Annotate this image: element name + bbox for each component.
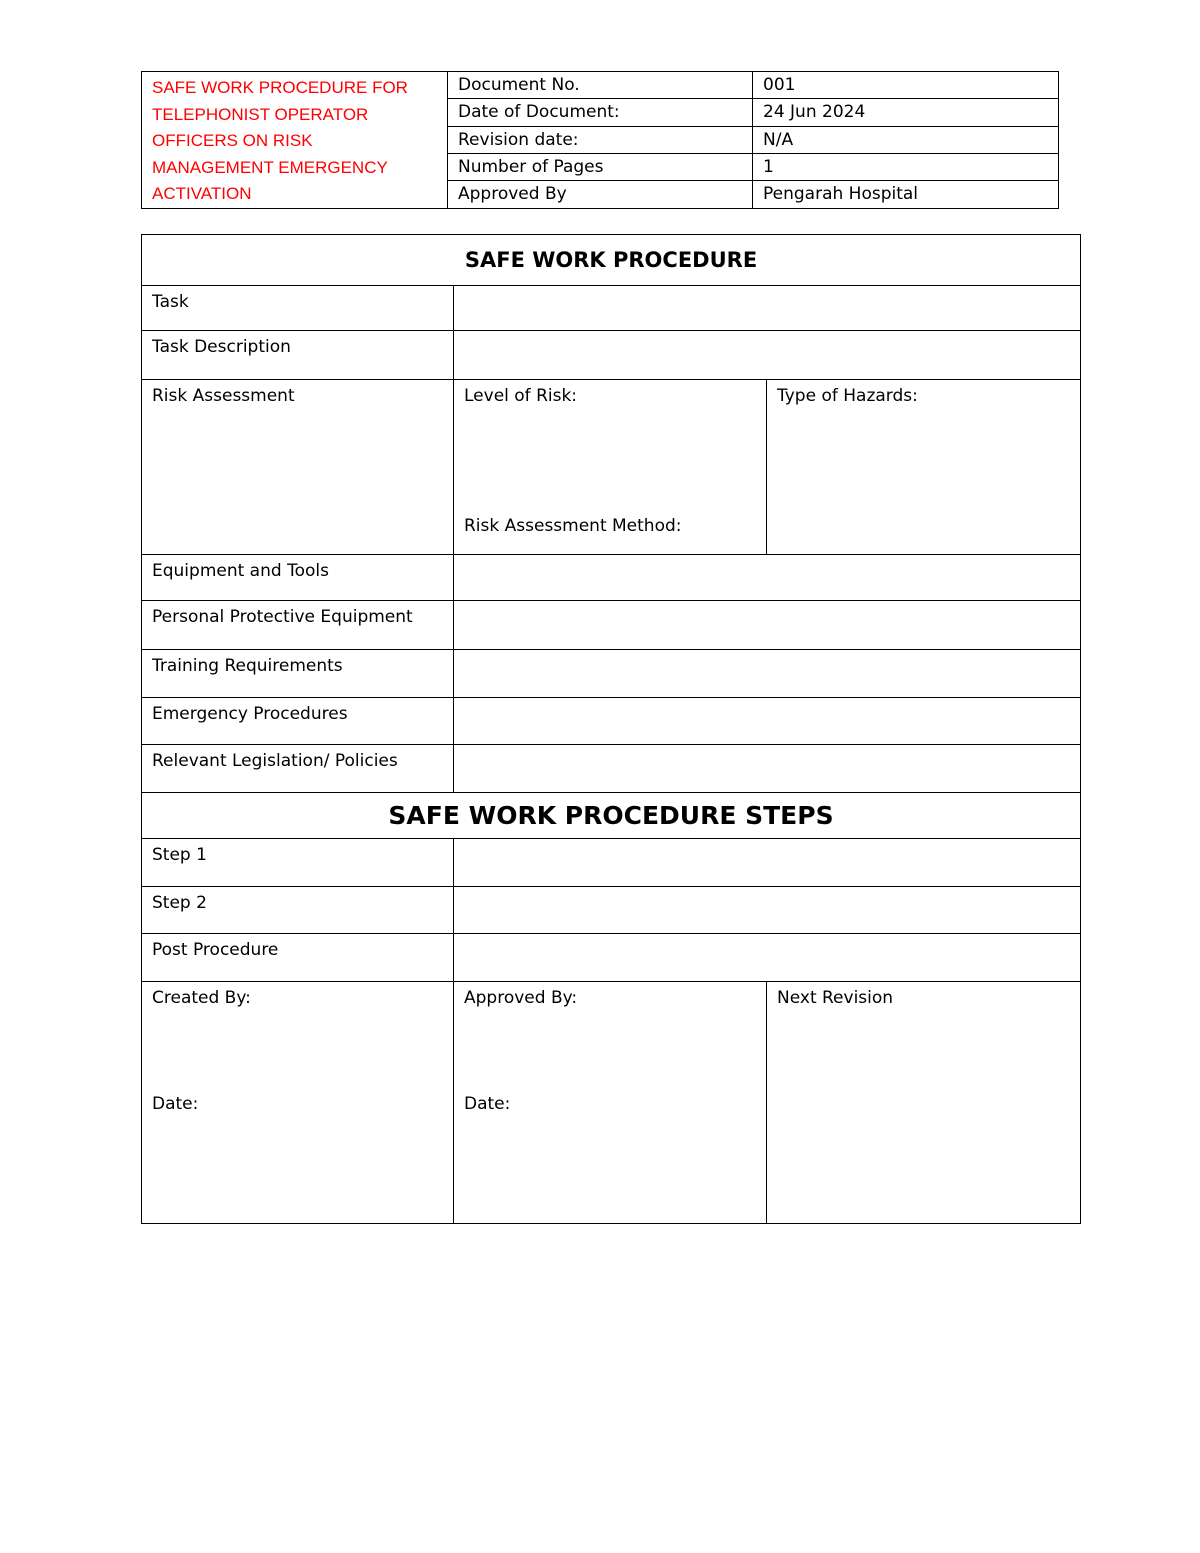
created-by-label: Created By: bbox=[152, 988, 251, 1008]
ppe-row bbox=[142, 601, 1081, 650]
number-of-pages-value: 1 bbox=[753, 153, 1059, 180]
step-1-field[interactable] bbox=[454, 839, 1081, 887]
date-of-document-label: Date of Document: bbox=[448, 99, 753, 126]
date-of-document-value: 24 Jun 2024 bbox=[753, 99, 1059, 126]
approved-by-cell[interactable] bbox=[454, 982, 767, 1224]
emergency-row bbox=[142, 698, 1081, 745]
ppe-label: Personal Protective Equipment bbox=[142, 601, 454, 650]
task-description-field[interactable] bbox=[454, 331, 1081, 380]
approved-by-label: Approved By bbox=[448, 181, 753, 208]
ppe-field[interactable] bbox=[454, 601, 1081, 650]
level-of-risk-label: Level of Risk: bbox=[464, 386, 578, 406]
document-no-value: 001 bbox=[753, 72, 1059, 99]
post-procedure-row bbox=[142, 934, 1081, 982]
emergency-label: Emergency Procedures bbox=[142, 698, 454, 745]
step-2-row bbox=[142, 887, 1081, 934]
steps-heading-row bbox=[142, 793, 1081, 839]
task-description-row bbox=[142, 331, 1081, 380]
equipment-label: Equipment and Tools bbox=[142, 555, 454, 601]
type-of-hazards-label: Type of Hazards: bbox=[777, 386, 918, 406]
revision-date-label: Revision date: bbox=[448, 126, 753, 153]
task-field[interactable] bbox=[454, 286, 1081, 331]
risk-assessment-method-label: Risk Assessment Method: bbox=[464, 516, 682, 536]
equipment-field[interactable] bbox=[454, 555, 1081, 601]
risk-assessment-label: Risk Assessment bbox=[142, 380, 454, 555]
header-row bbox=[142, 72, 1059, 99]
document-no-label: Document No. bbox=[448, 72, 753, 99]
created-by-cell[interactable] bbox=[142, 982, 454, 1224]
approved-date-label: Date: bbox=[464, 1094, 511, 1114]
step-2-field[interactable] bbox=[454, 887, 1081, 934]
form-heading: SAFE WORK PROCEDURE bbox=[142, 235, 1081, 286]
step-1-label: Step 1 bbox=[142, 839, 454, 887]
task-row bbox=[142, 286, 1081, 331]
next-revision-cell[interactable] bbox=[767, 982, 1081, 1224]
created-date-label: Date: bbox=[152, 1094, 199, 1114]
legislation-row bbox=[142, 745, 1081, 793]
task-description-label: Task Description bbox=[142, 331, 454, 380]
signoff-row bbox=[142, 982, 1081, 1224]
approved-by-value: Pengarah Hospital bbox=[753, 181, 1059, 208]
step-2-label: Step 2 bbox=[142, 887, 454, 934]
step-1-row bbox=[142, 839, 1081, 887]
legislation-label: Relevant Legislation/ Policies bbox=[142, 745, 454, 793]
form-heading-row bbox=[142, 235, 1081, 286]
document-title: SAFE WORK PROCEDURE FOR TELEPHONIST OPERATOR OFFICERS ON RISK MANAGEMENT EMERGENCY ACTIVATION bbox=[142, 72, 448, 209]
task-label: Task bbox=[142, 286, 454, 331]
post-procedure-label: Post Procedure bbox=[142, 934, 454, 982]
next-revision-label: Next Revision bbox=[777, 988, 894, 1008]
number-of-pages-label: Number of Pages bbox=[448, 153, 753, 180]
revision-date-value: N/A bbox=[753, 126, 1059, 153]
training-row bbox=[142, 650, 1081, 698]
signoff-approved-by-label: Approved By: bbox=[464, 988, 578, 1008]
post-procedure-field[interactable] bbox=[454, 934, 1081, 982]
legislation-field[interactable] bbox=[454, 745, 1081, 793]
document-header-table bbox=[141, 71, 1059, 209]
safe-work-procedure-form bbox=[141, 234, 1081, 1224]
level-of-risk-field[interactable] bbox=[454, 380, 767, 555]
risk-assessment-row bbox=[142, 380, 1081, 555]
equipment-row bbox=[142, 555, 1081, 601]
steps-heading: SAFE WORK PROCEDURE STEPS bbox=[142, 793, 1081, 839]
training-field[interactable] bbox=[454, 650, 1081, 698]
type-of-hazards-field[interactable] bbox=[767, 380, 1081, 555]
emergency-field[interactable] bbox=[454, 698, 1081, 745]
training-label: Training Requirements bbox=[142, 650, 454, 698]
